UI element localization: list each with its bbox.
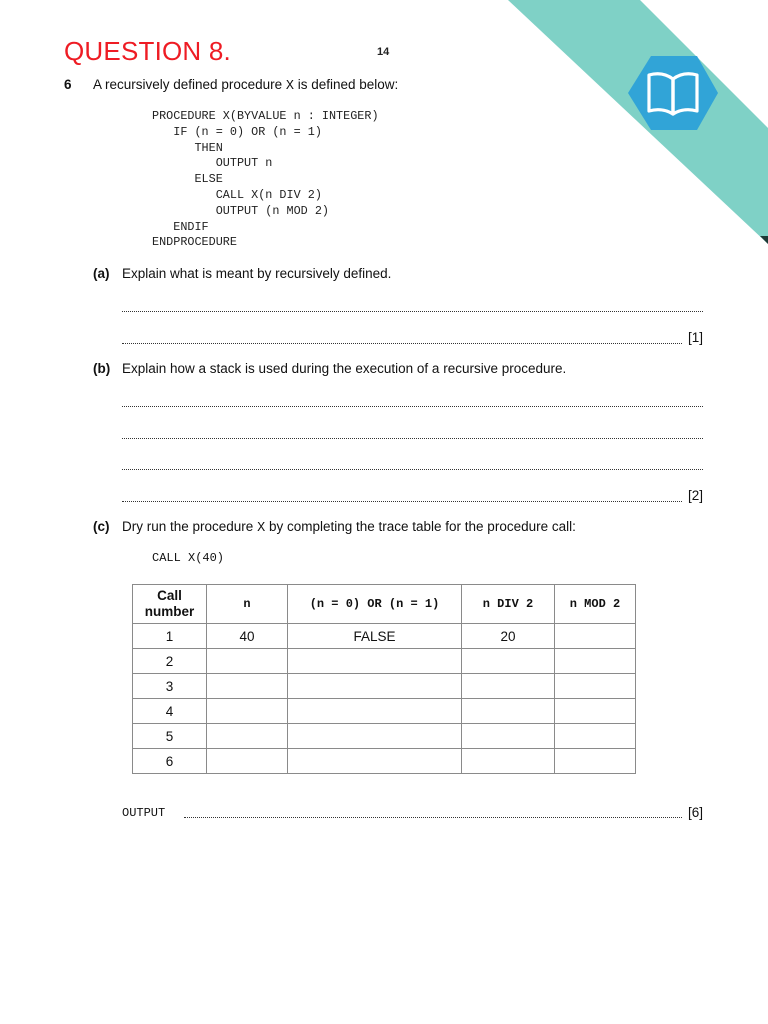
open-book-icon — [649, 74, 697, 114]
output-label: OUTPUT — [122, 806, 166, 820]
cell-condition[interactable] — [288, 724, 462, 749]
header-condition: (n = 0) OR (n = 1) — [288, 585, 462, 624]
answer-line[interactable] — [122, 329, 682, 344]
cell-n-mod-2[interactable] — [555, 699, 636, 724]
cell-condition[interactable] — [288, 649, 462, 674]
trace-table-header-row — [133, 585, 636, 624]
banner-corner-tip — [760, 236, 768, 244]
cell-condition[interactable] — [288, 699, 462, 724]
table-row — [133, 624, 636, 649]
header-n: n — [207, 585, 288, 624]
cell-n-mod-2[interactable] — [555, 649, 636, 674]
part-c-text-after: by completing the trace table for the procedure call: — [265, 519, 576, 534]
cell-condition[interactable] — [288, 749, 462, 774]
cell-n-mod-2[interactable] — [555, 624, 636, 649]
cell-n-mod-2[interactable] — [555, 724, 636, 749]
answer-line[interactable] — [122, 392, 703, 407]
table-row — [133, 699, 636, 724]
cell-n[interactable] — [207, 699, 288, 724]
book-badge — [628, 56, 718, 130]
part-a-question: Explain what is meant by recursively defined. — [122, 266, 392, 281]
cell-n[interactable] — [207, 649, 288, 674]
cell-n[interactable] — [207, 724, 288, 749]
table-row — [133, 674, 636, 699]
header-call-number: Call number — [133, 585, 207, 624]
procedure-call: CALL X(40) — [152, 551, 225, 565]
part-c-code-name: X — [257, 521, 266, 536]
intro-text-after: is defined below: — [293, 77, 399, 92]
cell-n[interactable]: 40 — [207, 624, 288, 649]
cell-n-mod-2[interactable] — [555, 749, 636, 774]
part-b-label: (b) — [93, 361, 111, 376]
answer-line[interactable] — [122, 487, 682, 502]
cell-n-div-2[interactable] — [462, 649, 555, 674]
cell-n-div-2[interactable] — [462, 749, 555, 774]
cell-n-div-2[interactable] — [462, 724, 555, 749]
cell-call-number: 5 — [133, 724, 207, 749]
trace-table — [132, 584, 636, 774]
cell-condition[interactable] — [288, 674, 462, 699]
cell-condition[interactable]: FALSE — [288, 624, 462, 649]
cell-call-number: 4 — [133, 699, 207, 724]
part-c-marks: [6] — [687, 805, 703, 820]
cell-n-div-2[interactable] — [462, 699, 555, 724]
header-n-mod-2: n MOD 2 — [555, 585, 636, 624]
question-number: 6 — [64, 77, 72, 92]
question-title: QUESTION 8. — [64, 36, 231, 66]
part-c-question — [122, 519, 576, 536]
hexagon-badge — [628, 56, 718, 130]
cell-call-number: 1 — [133, 624, 207, 649]
page-number: 14 — [377, 46, 390, 58]
part-a-label: (a) — [93, 266, 110, 281]
table-row — [133, 724, 636, 749]
output-answer-line[interactable] — [184, 804, 682, 818]
cell-n-div-2[interactable]: 20 — [462, 624, 555, 649]
part-b-marks: [2] — [687, 488, 703, 503]
cell-n[interactable] — [207, 674, 288, 699]
part-b-question: Explain how a stack is used during the execution of a recursive procedure. — [122, 361, 567, 376]
cell-n-mod-2[interactable] — [555, 674, 636, 699]
intro-code-name: X — [285, 79, 294, 94]
part-c-label: (c) — [93, 519, 110, 534]
banner-ribbon — [508, 0, 768, 244]
part-a-marks: [1] — [687, 330, 703, 345]
cell-call-number: 2 — [133, 649, 207, 674]
intro-text-before: A recursively defined procedure — [93, 77, 286, 92]
cell-call-number: 6 — [133, 749, 207, 774]
table-row — [133, 749, 636, 774]
part-c-text-before: Dry run the procedure — [122, 519, 258, 534]
cell-n-div-2[interactable] — [462, 674, 555, 699]
table-row — [133, 649, 636, 674]
answer-line[interactable] — [122, 455, 703, 470]
cell-n[interactable] — [207, 749, 288, 774]
pseudocode-block: PROCEDURE X(BYVALUE n : INTEGER) IF (n = 0) OR (n = 1) THEN OUTPUT n ELSE CALL X(n DIV 2) OUTPUT (n MOD 2) ENDIF ENDPROCEDURE — [152, 109, 379, 250]
cell-call-number: 3 — [133, 674, 207, 699]
answer-line[interactable] — [122, 297, 703, 312]
question-intro — [93, 77, 398, 94]
answer-line[interactable] — [122, 424, 703, 439]
header-n-div-2: n DIV 2 — [462, 585, 555, 624]
